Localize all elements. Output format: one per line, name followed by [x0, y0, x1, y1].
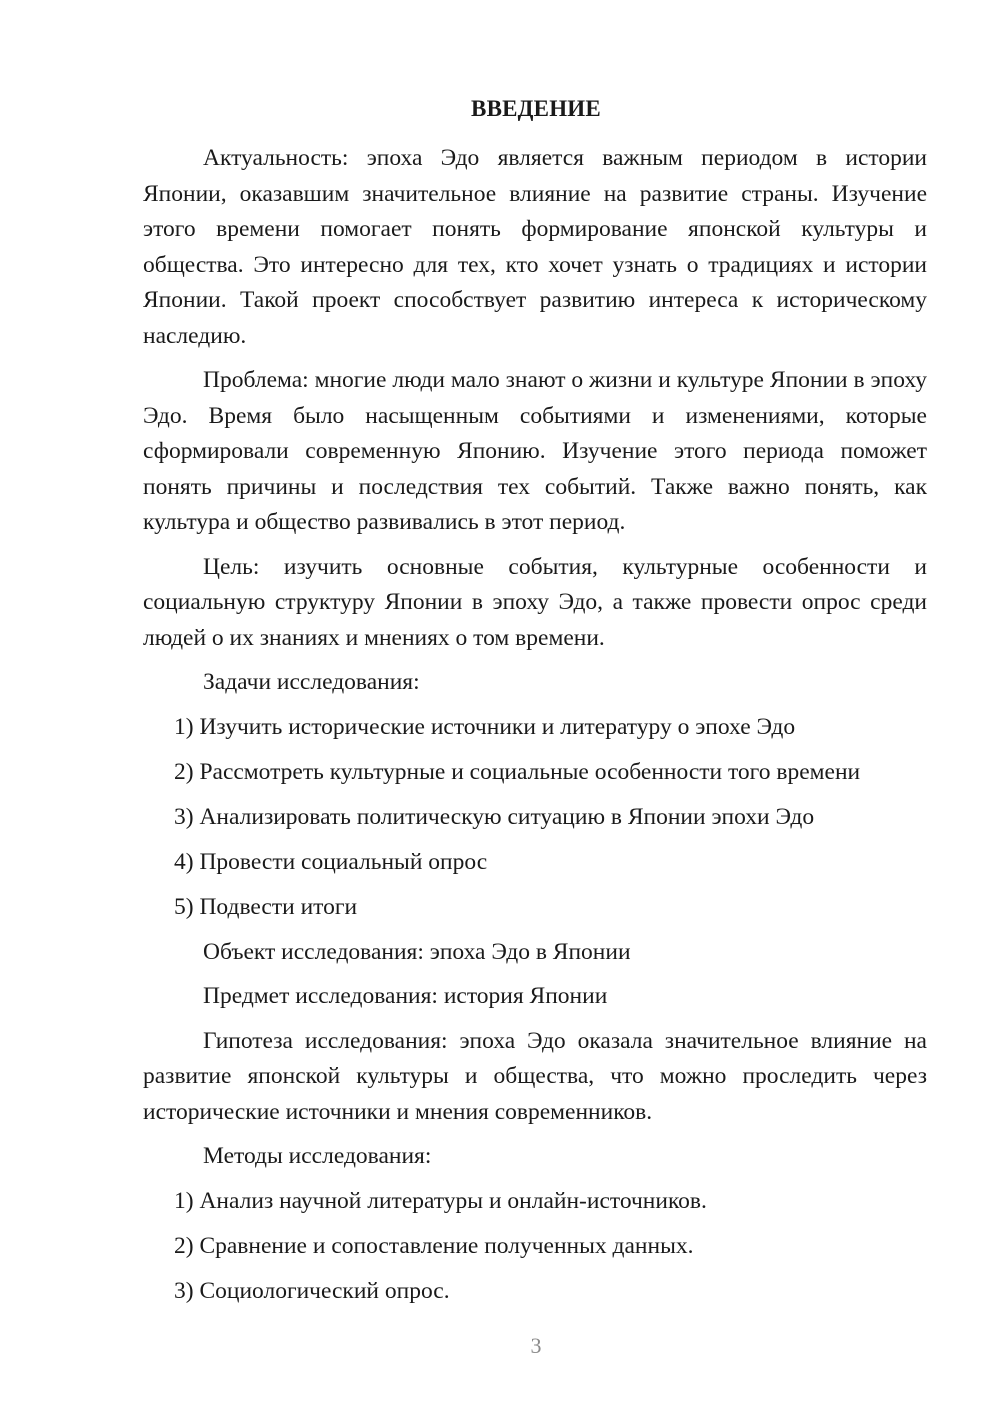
tasks-heading: Задачи исследования: [203, 669, 420, 695]
document-body [143, 141, 927, 1310]
tasks-list [143, 710, 927, 926]
relevance-paragraph: Актуальность: эпоха Эдо является важным периодом в истории Японии, оказавшим значительное влияние на развитие страны. Изучение этого времени помогает понять формирование японской культуры и общества. Это интересно для тех, кто хочет узнать о традициях и истории Японии. Такой проект способствует развитию интереса к историческому наследию. [143, 145, 927, 349]
list-item: 2) Сравнение и сопоставление полученных данных. [174, 1233, 694, 1259]
list-item: 3) Анализировать политическую ситуацию в Японии эпохи Эдо [174, 804, 815, 830]
goal-paragraph: Цель: изучить основные события, культурные особенности и социальную структуру Японии в эпоху Эдо, а также провести опрос среди людей о их знаниях и мнениях о том времени. [143, 553, 927, 651]
list-item: 4) Провести социальный опрос [174, 849, 488, 875]
problem-paragraph: Проблема: многие люди мало знают о жизни и культуре Японии в эпоху Эдо. Время было насыщенным событиями и изменениями, которые сформировали современную Японию. Изучение этого периода поможет понять причины и последствия тех событий. Также важно понять, как культура и общество развивались в этот период. [143, 367, 927, 535]
list-item: 1) Анализ научной литературы и онлайн-источников. [174, 1188, 707, 1214]
list-item: 5) Подвести итоги [174, 894, 358, 920]
hypothesis-paragraph: Гипотеза исследования: эпоха Эдо оказала значительное влияние на развитие японской культуры и общества, что можно проследить через исторические источники и мнения современников. [143, 1027, 927, 1125]
page-title: ВВЕДЕНИЕ [471, 96, 601, 121]
research-subject: Предмет исследования: история Японии [203, 983, 608, 1009]
methods-list [143, 1184, 927, 1310]
methods-heading: Методы исследования: [203, 1143, 432, 1169]
page-number: 3 [530, 1333, 542, 1358]
list-item: 3) Социологический опрос. [174, 1278, 450, 1304]
list-item: 2) Рассмотреть культурные и социальные особенности того времени [174, 759, 861, 785]
research-object: Объект исследования: эпоха Эдо в Японии [203, 938, 631, 965]
list-item: 1) Изучить исторические источники и литературу о эпохе Эдо [174, 714, 796, 740]
